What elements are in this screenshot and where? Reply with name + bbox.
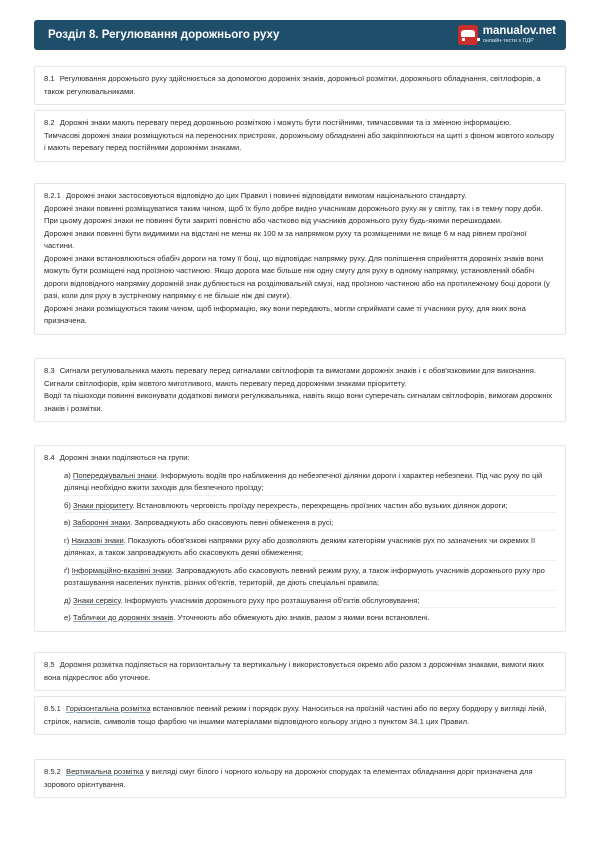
section-8-5-2-text bbox=[44, 766, 556, 791]
section-8-2-1-p3: Дорожні знаки повинні бути видимими на відстані не менш як 100 м за напрямком руху та розміщеними не вище 6 м над рівнем проїзної частини. bbox=[44, 228, 527, 250]
section-body: Дорожні знаки поділяються на групи: bbox=[59, 453, 190, 462]
section-8-3-p3: Водії та пішоходи повинні виконувати додаткові вимоги регулювальника, навіть якщо вони суперечать сигналам світлофорів, вимогам дорожніх знаків і розмітки. bbox=[44, 391, 553, 413]
brand-block[interactable] bbox=[458, 25, 556, 45]
list-item bbox=[64, 512, 556, 530]
item-text: . Показують обов'язкові напрямки руху або дозволяють деяким категоріям учасників рух по зазначених чи окремих її ділянках, а також запроваджують або скасовують деякі обмеження; bbox=[64, 535, 536, 557]
section-8-1-text bbox=[44, 73, 556, 98]
item-text: . Інформують водіїв про наближення до небезпечної ділянки дороги і характер небезпеки. Під час руху по цій ділянці необхідно вжити заходів для безпечного проїзду; bbox=[64, 470, 543, 492]
link-information-signs[interactable]: Інформаційно-вказівні знаки bbox=[71, 565, 172, 575]
section-8-2-p1 bbox=[44, 117, 556, 130]
link-mandatory-signs[interactable]: Наказові знаки bbox=[71, 535, 124, 545]
section-8-2 bbox=[34, 110, 566, 162]
car-logo-icon bbox=[458, 25, 478, 45]
item-letter: ґ) bbox=[64, 565, 70, 575]
section-number: 8.2.1 bbox=[44, 191, 61, 200]
item-letter: г) bbox=[64, 535, 70, 545]
section-number: 8.1 bbox=[44, 74, 55, 83]
section-8-5-1 bbox=[34, 696, 566, 735]
section-8-5-1-text bbox=[44, 703, 556, 728]
list-item bbox=[64, 560, 556, 590]
section-8-5-2 bbox=[34, 759, 566, 798]
section-8-4-intro bbox=[44, 452, 556, 465]
section-body: Сигнали регулювальника мають перевагу перед сигналами світлофорів та вимогами дорожніх знаків і є обов'язковими для виконання. bbox=[59, 366, 536, 375]
section-8-2-1-p5: Дорожні знаки розміщуються таким чином, щоб інформацію, яку вони передають, могли сприймати саме ті учасники руху, для яких вона призначена. bbox=[44, 303, 526, 325]
section-body: Дорожня розмітка поділяється на горизонтальну та вертикальну і використовується окремо або разом з дорожніми знаками, вимоги яких вона підкреслює або уточнює. bbox=[44, 660, 544, 682]
item-letter: б) bbox=[64, 500, 71, 510]
brand-text bbox=[483, 26, 556, 44]
link-priority-signs[interactable]: Знаки пріоритету bbox=[73, 500, 133, 510]
item-text: . Встановлюють черговість проїзду перехресть, перехрещень проїзних частин або вузьких ділянок дороги; bbox=[132, 500, 508, 510]
section-number: 8.3 bbox=[44, 366, 55, 375]
section-8-2-1 bbox=[34, 183, 566, 335]
section-body: Дорожні знаки застосовуються відповідно до цих Правил і повинні відповідати вимогам національного стандарту. bbox=[66, 191, 467, 200]
section-8-3 bbox=[34, 358, 566, 422]
list-item bbox=[64, 470, 556, 495]
link-vertical-marking[interactable]: Вертикальна розмітка bbox=[66, 767, 144, 776]
sign-groups-list bbox=[44, 470, 556, 625]
list-item bbox=[64, 590, 556, 608]
section-8-2-1-p2: Дорожні знаки повинні розміщуватися таким чином, щоб їх було добре видно учасникам дорожнього руху як у світлу, так і в темну пору доби. При цьому дорожні знаки не повинні бути закриті повністю або частково від учасників дорожнього руху будь-якими перешкодами. bbox=[44, 203, 543, 225]
item-letter: а) bbox=[64, 470, 71, 480]
list-item bbox=[64, 607, 556, 625]
item-letter: д) bbox=[64, 595, 71, 605]
section-8-5 bbox=[34, 652, 566, 691]
brand-tagline: онлайн-тести з ПДР bbox=[482, 37, 534, 44]
page-header bbox=[34, 20, 566, 50]
link-prohibitory-signs[interactable]: Заборонні знаки bbox=[72, 518, 131, 527]
section-number: 8.5.1 bbox=[44, 704, 61, 713]
item-text: . Уточнюють або обмежують дію знаків, разом з якими вони встановлені. bbox=[173, 613, 430, 622]
section-body: Регулювання дорожнього руху здійснюється за допомогою дорожніх знаків, дорожньої розмітки, дорожнього обладнання, світлофорів, а також регулювальниками. bbox=[44, 74, 541, 96]
link-horizontal-marking[interactable]: Горизонтальна розмітка bbox=[66, 704, 151, 713]
section-body: Дорожні знаки мають перевагу перед дорожньою розміткою і можуть бути постійними, тимчасовими та із змінною інформацією. bbox=[59, 118, 512, 127]
item-letter: е) bbox=[64, 613, 71, 622]
section-8-3-p2: Сигнали світлофорів, крім жовтого миготливого, мають перевагу перед дорожніми знаками пріоритету. bbox=[44, 378, 407, 388]
item-text: . Запроваджують або скасовують певний режим руху, а також інформують учасників дорожнього руху про розташування населених пунктів, різних об'єктів, територій, де діють спеціальні правила; bbox=[64, 565, 545, 587]
item-text: . Запроваджують або скасовують певні обмеження в русі; bbox=[130, 518, 334, 527]
section-8-1 bbox=[34, 66, 566, 105]
section-number: 8.2 bbox=[44, 118, 55, 127]
item-letter: в) bbox=[64, 518, 71, 527]
section-8-4 bbox=[34, 445, 566, 632]
section-8-2-1-p4: Дорожні знаки встановлюються обабіч дороги на тому її боці, що відповідає напрямку руху. Для поліпшення сприйняття дорожніх знаків вони можуть бути розміщені над проїзною частиною. Якщо дорога має більше ніж одну смугу для руху в одному напрямку, установлений обабіч дороги відповідного напрямку дорожній знак дублюється на розділювальній смузі, над проїзною частиною або на протилежному боці дороги (у разі, коли для руху в зустрічному напрямку є не більше ніж дві смуги). bbox=[44, 253, 550, 300]
section-8-2-p2: Тимчасові дорожні знаки розміщуються на переносних пристроях, дорожньому обладнанні або закріплюються на щиті з фоном жовтого кольору і мають перевагу перед постійними дорожніми знаками. bbox=[44, 130, 555, 152]
link-sign-plates[interactable]: Таблички до дорожніх знаків bbox=[72, 613, 174, 622]
list-item bbox=[64, 530, 556, 560]
list-item bbox=[64, 495, 556, 513]
section-8-3-p1 bbox=[44, 365, 556, 378]
section-8-5-text bbox=[44, 659, 556, 684]
brand-name: manualov.net bbox=[482, 25, 556, 37]
section-body: встановлює певний режим і порядок руху. Наноситься на проїзній частині або по верху бордюру у вигляді ліній, стрілок, написів, символів тощо фарбою чи іншими матеріалами відповідного кольору згідно з пунктом 34.1 цих Правил. bbox=[44, 704, 547, 726]
link-warning-signs[interactable]: Попереджувальні знаки bbox=[72, 470, 157, 480]
page-title: Розділ 8. Регулювання дорожнього руху bbox=[48, 29, 280, 41]
section-8-2-1-p1 bbox=[44, 190, 556, 203]
section-number: 8.5.2 bbox=[44, 767, 61, 776]
section-number: 8.5 bbox=[44, 660, 55, 669]
section-number: 8.4 bbox=[44, 453, 55, 462]
item-text: . Інформують учасників дорожнього руху про розташування об'єктів обслуговування; bbox=[120, 595, 420, 605]
section-body: у вигляді смуг білого і чорного кольору на дорожніх спорудах та елементах обладнання доріг призначена для зорового орієнтування. bbox=[44, 767, 533, 789]
link-service-signs[interactable]: Знаки сервісу bbox=[73, 595, 121, 605]
